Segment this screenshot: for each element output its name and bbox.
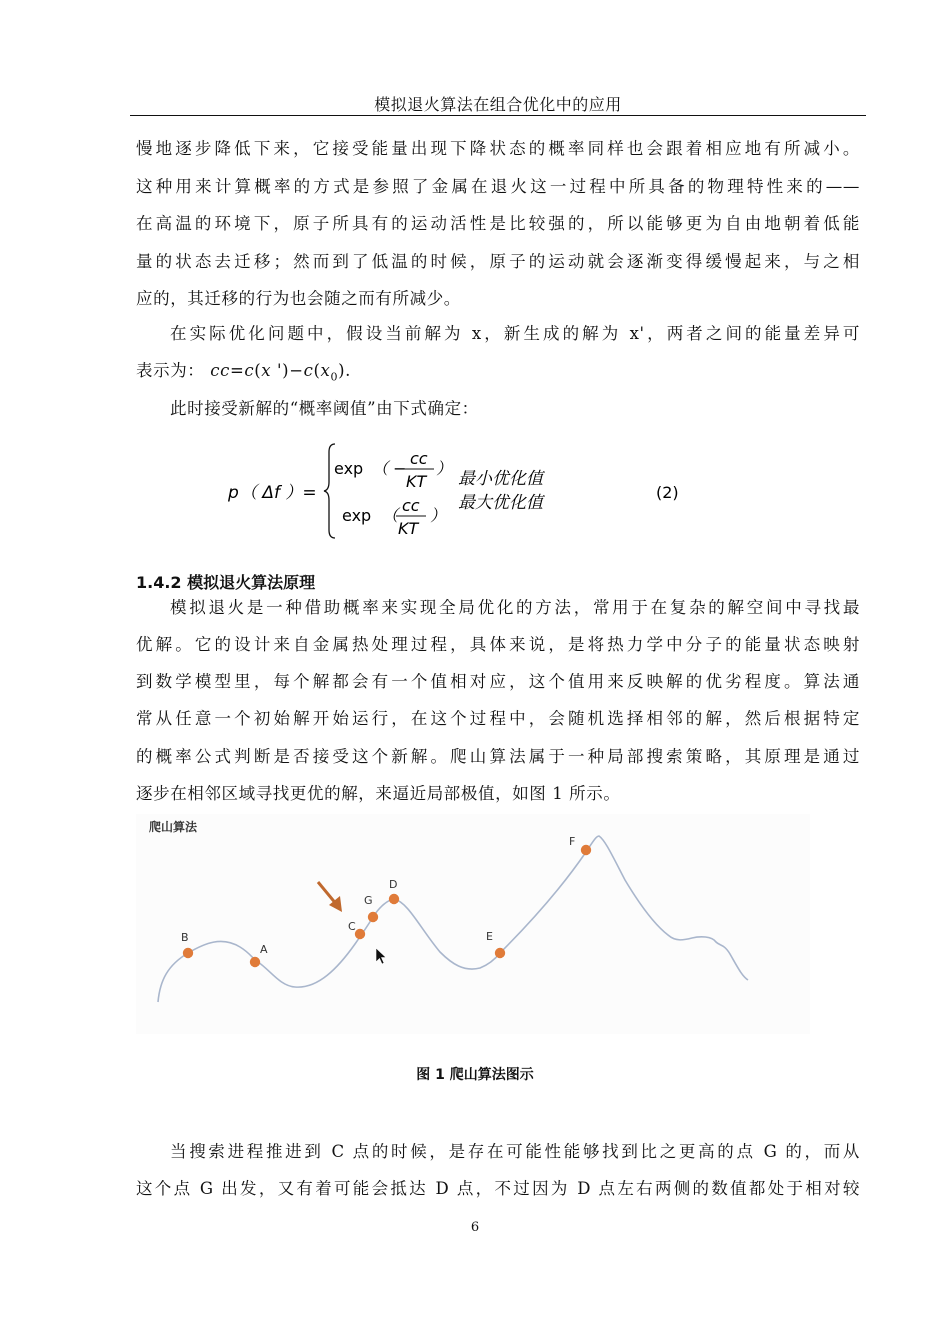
body-line: 这个点 G 出发，又有着可能会抵达 D 点，不过因为 D 点左右两侧的数值都处于相对较: [136, 1179, 860, 1198]
body-line: 模拟退火是一种借助概率来实现全局优化的方法，常用于在复杂的解空间中寻找最: [170, 598, 860, 617]
point-f: [581, 845, 591, 855]
body-line: 在高温的环境下，原子所具有的运动活性是比较强的，所以能够更为自由地朝着低能: [136, 214, 860, 233]
section-heading: 1.4.2 模拟退火算法原理: [136, 573, 316, 592]
fraction-num-1: cc: [410, 449, 428, 468]
point-layer: [181, 835, 591, 967]
body-line: 应的，其迁移的行为也会随之而有所减少。: [136, 289, 461, 308]
formula-delta: （ Δf ）=: [240, 483, 317, 503]
page-number: 6: [470, 1220, 480, 1235]
landscape-curve: [158, 836, 748, 1002]
body-line: 量的状态去迁移；然而到了低温的时候，原子的运动就会逐渐变得缓慢起来，与之相: [136, 252, 860, 271]
point-label-d: D: [389, 878, 398, 891]
formula-p: p: [228, 483, 239, 503]
mouse-cursor-icon: [376, 948, 386, 964]
body-line: 在实际优化问题中，假设当前解为 x，新生成的解为 x'，两者之间的能量差异可: [170, 324, 860, 343]
fraction-den-1: KT: [406, 472, 427, 491]
point-a: [250, 957, 260, 967]
figure-caption: 图 1 爬山算法图示: [416, 1067, 534, 1083]
paren-open-1: （ −: [372, 459, 407, 478]
fraction-den-2: KT: [398, 519, 419, 538]
paren-open-2: （: [382, 506, 399, 525]
figure-title: 爬山算法: [149, 820, 198, 834]
point-label-f: F: [569, 835, 576, 848]
body-line: 这种用来计算概率的方式是参照了金属在退火这一过程中所具备的物理特性来的——: [136, 177, 860, 196]
eq-func: c: [244, 361, 255, 380]
point-label-g: G: [364, 894, 373, 907]
body-line: 逐步在相邻区域寻找更优的解，来逼近局部极值，如图 1 所示。: [136, 784, 621, 803]
eq-paren: (: [313, 361, 321, 380]
point-b: [183, 948, 193, 958]
body-line: 到数学模型里，每个解都会有一个值相对应，这个值用来反映解的优劣程度。算法通: [136, 672, 860, 691]
point-label-e: E: [486, 930, 493, 943]
eq-sign: =: [229, 361, 245, 380]
eq-minus: −: [289, 361, 304, 380]
running-header: 模拟退火算法在组合优化中的应用: [374, 95, 622, 114]
point-g: [368, 912, 378, 922]
equation-number: (2): [656, 483, 679, 502]
paren-close-2: ）: [430, 506, 447, 525]
body-line: 此时接受新解的“概率阈值”由下式确定：: [170, 399, 479, 418]
body-line: 慢地逐步降低下来，它接受能量出现下降状态的概率同样也会跟着相应地有所减小。: [136, 139, 860, 158]
arrow-icon: [318, 882, 342, 912]
point-d: [389, 894, 399, 904]
eq-subscript: 0: [330, 370, 339, 384]
eq-paren: ): [338, 361, 346, 380]
eq-paren: (: [254, 361, 262, 380]
paren-close-1: ）: [436, 459, 453, 478]
point-e: [495, 948, 505, 958]
point-label-b: B: [181, 931, 189, 944]
eq-arg: x: [320, 361, 331, 380]
body-line: 优解。它的设计来自金属热处理过程，具体来说，是将热力学中分子的能量状态映射: [136, 635, 860, 654]
eq-arg: x ': [261, 361, 283, 380]
point-label-c: C: [348, 920, 356, 933]
body-line: 常从任意一个初始解开始运行，在这个过程中，会随机选择相邻的解，然后根据特定: [136, 709, 860, 728]
exp-1: exp: [334, 459, 364, 478]
eq-paren: ): [282, 361, 290, 380]
label-min: 最小优化值: [458, 469, 543, 489]
eq-lhs: cc: [210, 361, 230, 380]
fraction-num-2: cc: [402, 496, 420, 515]
point-label-a: A: [260, 943, 268, 956]
body-line: 当搜索进程推进到 C 点的时候，是存在可能性能够找到比之更高的点 G 的，而从: [170, 1142, 860, 1161]
point-c: [355, 929, 365, 939]
body-line: 的概率公式判断是否接受这个新解。爬山算法属于一种局部搜索策略，其原理是通过: [136, 747, 860, 766]
eq-func: c: [303, 361, 314, 380]
body-text: 表示为：: [136, 361, 205, 380]
exp-2: exp: [342, 506, 372, 525]
label-max: 最大优化值: [458, 493, 543, 513]
eq-end: .: [345, 361, 351, 380]
